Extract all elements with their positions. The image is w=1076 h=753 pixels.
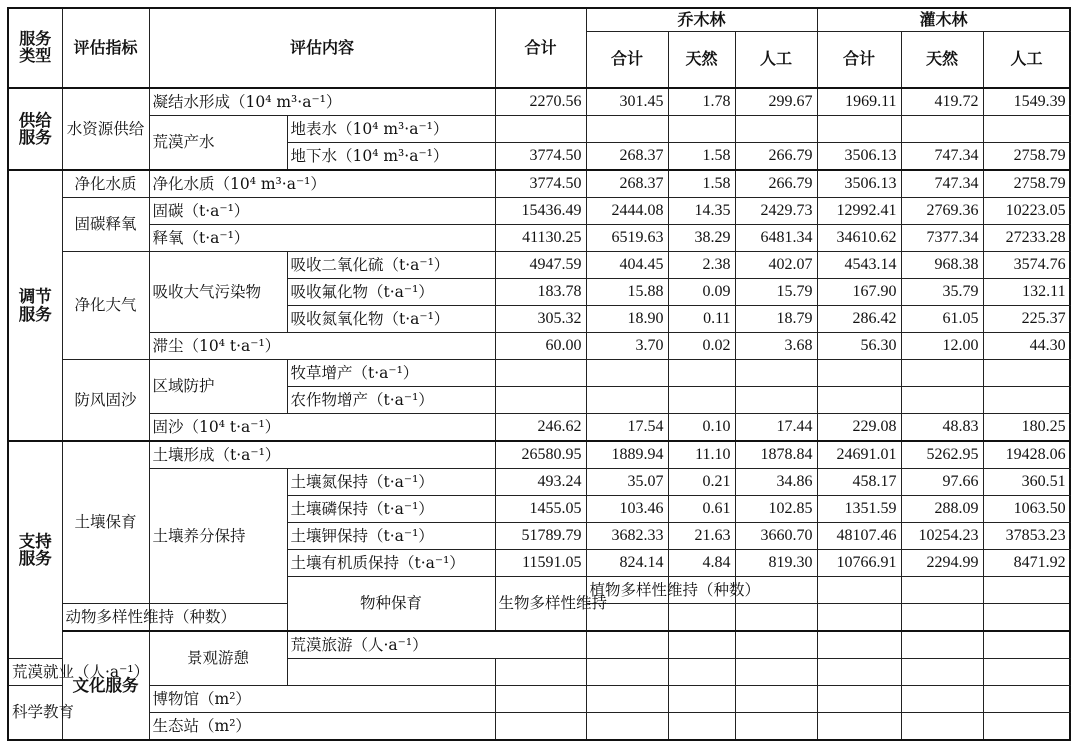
table-row: [8, 469, 1070, 496]
table-row: [8, 631, 1070, 659]
row-label: 动物多样性维持（种数）: [62, 604, 149, 632]
value-cell: [735, 659, 817, 686]
value-cell: 288.09: [901, 496, 983, 523]
value-cell: 1889.94: [586, 441, 668, 469]
value-cell: [287, 659, 495, 686]
header-shrub-total: 合计: [817, 32, 901, 89]
value-cell: [901, 631, 983, 659]
value-cell: [817, 631, 901, 659]
value-cell: [901, 659, 983, 686]
subgroup-region-protect: 区域防护: [149, 360, 287, 414]
value-cell: 48.83: [901, 414, 983, 442]
value-cell: 1351.59: [817, 496, 901, 523]
header-shrub: 灌木林: [817, 8, 1070, 32]
value-cell: 15.88: [586, 279, 668, 306]
value-cell: 102.85: [735, 496, 817, 523]
value-cell: 493.24: [495, 469, 586, 496]
value-cell: [817, 360, 901, 387]
row-label: 吸收氟化物（t·a⁻¹）: [287, 279, 495, 306]
value-cell: 4.84: [668, 550, 735, 577]
value-cell: 35.07: [586, 469, 668, 496]
value-cell: 38.29: [668, 225, 735, 252]
value-cell: 2294.99: [901, 550, 983, 577]
value-cell: 268.37: [586, 143, 668, 171]
value-cell: 3660.70: [735, 523, 817, 550]
row-label: 荒漠就业（人·a⁻¹）: [8, 659, 149, 686]
value-cell: [668, 631, 735, 659]
service-type-culture: 文化服务: [62, 631, 149, 740]
indicator-science: 科学教育: [8, 686, 62, 741]
table-row: [8, 333, 1070, 360]
header-arbor: 乔木林: [586, 8, 817, 32]
service-type-regulate: 调节服务: [8, 170, 62, 441]
table-row: [8, 88, 1070, 116]
value-cell: 35.79: [901, 279, 983, 306]
value-cell: 968.38: [901, 252, 983, 279]
value-cell: 132.11: [983, 279, 1070, 306]
indicator-purify-air: 净化大气: [62, 252, 149, 360]
value-cell: [668, 686, 735, 713]
evaluation-table-container: [7, 7, 1071, 741]
row-label: 吸收氮氧化物（t·a⁻¹）: [287, 306, 495, 333]
row-label: 荒漠旅游（人·a⁻¹）: [287, 631, 586, 659]
value-cell: 0.09: [668, 279, 735, 306]
table-row: [8, 252, 1070, 279]
row-label: 固碳（t·a⁻¹）: [149, 198, 495, 225]
subgroup-absorb-pollutants: 吸收大气污染物: [149, 252, 287, 333]
value-cell: 225.37: [983, 306, 1070, 333]
ecosystem-services-table: [7, 7, 1071, 741]
value-cell: [668, 116, 735, 143]
value-cell: 6519.63: [586, 225, 668, 252]
value-cell: [586, 116, 668, 143]
row-label: 博物馆（m²）: [149, 686, 495, 713]
value-cell: 458.17: [817, 469, 901, 496]
value-cell: 60.00: [495, 333, 586, 360]
value-cell: 34.86: [735, 469, 817, 496]
value-cell: 0.21: [668, 469, 735, 496]
table-row: [8, 116, 1070, 143]
row-label: 固沙（10⁴ t·a⁻¹）: [149, 414, 495, 442]
value-cell: 183.78: [495, 279, 586, 306]
header-row-1: [8, 8, 1070, 32]
value-cell: [983, 360, 1070, 387]
value-cell: [817, 713, 901, 741]
value-cell: 286.42: [817, 306, 901, 333]
row-label: 农作物增产（t·a⁻¹）: [287, 387, 495, 414]
value-cell: 360.51: [983, 469, 1070, 496]
value-cell: 1.78: [668, 88, 735, 116]
indicator-water: 水资源供给: [62, 88, 149, 170]
value-cell: 3574.76: [983, 252, 1070, 279]
row-label: 凝结水形成（10⁴ m³·a⁻¹）: [149, 88, 495, 116]
value-cell: 37853.23: [983, 523, 1070, 550]
value-cell: 1969.11: [817, 88, 901, 116]
indicator-landscape: 景观游憩: [149, 631, 287, 686]
value-cell: 6481.34: [735, 225, 817, 252]
value-cell: 747.34: [901, 143, 983, 171]
value-cell: 266.79: [735, 170, 817, 198]
value-cell: [983, 713, 1070, 741]
table-row: [8, 441, 1070, 469]
value-cell: 1.58: [668, 143, 735, 171]
value-cell: [817, 116, 901, 143]
value-cell: 167.90: [817, 279, 901, 306]
value-cell: [495, 116, 586, 143]
row-label: 生态站（m²）: [149, 713, 495, 741]
value-cell: [817, 659, 901, 686]
value-cell: 246.62: [495, 414, 586, 442]
value-cell: 0.02: [668, 333, 735, 360]
value-cell: [735, 387, 817, 414]
subgroup-desert-water: 荒漠产水: [149, 116, 287, 171]
value-cell: [668, 604, 735, 632]
service-type-supply: 供给服务: [8, 88, 62, 170]
value-cell: [817, 686, 901, 713]
value-cell: 2444.08: [586, 198, 668, 225]
value-cell: [983, 116, 1070, 143]
value-cell: [901, 360, 983, 387]
value-cell: [586, 387, 668, 414]
value-cell: 1549.39: [983, 88, 1070, 116]
row-label: 土壤氮保持（t·a⁻¹）: [287, 469, 495, 496]
value-cell: 8471.92: [983, 550, 1070, 577]
value-cell: [901, 577, 983, 604]
value-cell: [735, 631, 817, 659]
table-row: [8, 686, 1070, 713]
table-row: [8, 225, 1070, 252]
value-cell: 44.30: [983, 333, 1070, 360]
value-cell: [901, 713, 983, 741]
value-cell: 26580.95: [495, 441, 586, 469]
value-cell: 419.72: [901, 88, 983, 116]
value-cell: 3.68: [735, 333, 817, 360]
value-cell: 51789.79: [495, 523, 586, 550]
indicator-soil: 土壤保育: [62, 441, 149, 604]
value-cell: 2270.56: [495, 88, 586, 116]
value-cell: 61.05: [901, 306, 983, 333]
indicator-carbon: 固碳释氧: [62, 198, 149, 252]
value-cell: 299.67: [735, 88, 817, 116]
value-cell: [735, 360, 817, 387]
value-cell: [735, 713, 817, 741]
value-cell: 12.00: [901, 333, 983, 360]
value-cell: 1063.50: [983, 496, 1070, 523]
value-cell: 3506.13: [817, 143, 901, 171]
value-cell: [901, 604, 983, 632]
value-cell: 402.07: [735, 252, 817, 279]
value-cell: 1.58: [668, 170, 735, 198]
value-cell: 10254.23: [901, 523, 983, 550]
value-cell: 404.45: [586, 252, 668, 279]
row-label: 土壤形成（t·a⁻¹）: [149, 441, 495, 469]
value-cell: 2429.73: [735, 198, 817, 225]
value-cell: 11.10: [668, 441, 735, 469]
value-cell: 19428.06: [983, 441, 1070, 469]
indicator-purify-water: 净化水质: [62, 170, 149, 198]
value-cell: [983, 387, 1070, 414]
value-cell: 56.30: [817, 333, 901, 360]
value-cell: 2758.79: [983, 143, 1070, 171]
value-cell: [586, 686, 668, 713]
header-shrub-artificial: 人工: [983, 32, 1070, 89]
value-cell: 0.10: [668, 414, 735, 442]
value-cell: 2769.36: [901, 198, 983, 225]
value-cell: [735, 604, 817, 632]
value-cell: 21.63: [668, 523, 735, 550]
value-cell: 7377.34: [901, 225, 983, 252]
value-cell: 15436.49: [495, 198, 586, 225]
value-cell: [817, 577, 901, 604]
value-cell: 2758.79: [983, 170, 1070, 198]
value-cell: 3506.13: [817, 170, 901, 198]
value-cell: 0.61: [668, 496, 735, 523]
value-cell: [586, 631, 668, 659]
value-cell: 18.79: [735, 306, 817, 333]
value-cell: 824.14: [586, 550, 668, 577]
header-content: 评估内容: [149, 8, 495, 88]
header-shrub-natural: 天然: [901, 32, 983, 89]
value-cell: 1878.84: [735, 441, 817, 469]
row-label: 滞尘（10⁴ t·a⁻¹）: [149, 333, 495, 360]
value-cell: [983, 631, 1070, 659]
header-indicator: 评估指标: [62, 8, 149, 88]
value-cell: 24691.01: [817, 441, 901, 469]
row-label: 地表水（10⁴ m³·a⁻¹）: [287, 116, 495, 143]
value-cell: [983, 577, 1070, 604]
value-cell: 301.45: [586, 88, 668, 116]
value-cell: 819.30: [735, 550, 817, 577]
subgroup-soil-nutrient: 土壤养分保持: [149, 469, 287, 604]
value-cell: 17.54: [586, 414, 668, 442]
service-type-support: 支持服务: [8, 441, 62, 659]
indicator-windbreak: 防风固沙: [62, 360, 149, 442]
value-cell: 48107.46: [817, 523, 901, 550]
row-label: 牧草增产（t·a⁻¹）: [287, 360, 495, 387]
header-arbor-artificial: 人工: [735, 32, 817, 89]
value-cell: 3682.33: [586, 523, 668, 550]
value-cell: [586, 713, 668, 741]
table-row: [8, 414, 1070, 442]
value-cell: [668, 713, 735, 741]
value-cell: [668, 387, 735, 414]
table-row: [8, 170, 1070, 198]
value-cell: 14.35: [668, 198, 735, 225]
header-total: 合计: [495, 8, 586, 88]
value-cell: [495, 360, 586, 387]
value-cell: [495, 686, 586, 713]
value-cell: 103.46: [586, 496, 668, 523]
value-cell: 97.66: [901, 469, 983, 496]
row-label: 净化水质（10⁴ m³·a⁻¹）: [149, 170, 495, 198]
row-label: 地下水（10⁴ m³·a⁻¹）: [287, 143, 495, 171]
value-cell: 11591.05: [495, 550, 586, 577]
value-cell: 4543.14: [817, 252, 901, 279]
indicator-species: 物种保育: [287, 577, 495, 632]
value-cell: [817, 387, 901, 414]
table-row: [8, 360, 1070, 387]
subgroup-biodiversity: 生物多样性维持: [495, 577, 586, 632]
value-cell: [586, 360, 668, 387]
value-cell: [735, 116, 817, 143]
value-cell: 268.37: [586, 170, 668, 198]
value-cell: 180.25: [983, 414, 1070, 442]
value-cell: 5262.95: [901, 441, 983, 469]
value-cell: 10223.05: [983, 198, 1070, 225]
value-cell: [983, 686, 1070, 713]
header-arbor-total: 合计: [586, 32, 668, 89]
value-cell: [668, 360, 735, 387]
value-cell: 2.38: [668, 252, 735, 279]
value-cell: 17.44: [735, 414, 817, 442]
value-cell: [817, 604, 901, 632]
value-cell: 3774.50: [495, 170, 586, 198]
value-cell: [983, 604, 1070, 632]
value-cell: 18.90: [586, 306, 668, 333]
row-label: 土壤钾保持（t·a⁻¹）: [287, 523, 495, 550]
row-label: 吸收二氧化硫（t·a⁻¹）: [287, 252, 495, 279]
value-cell: 1455.05: [495, 496, 586, 523]
value-cell: 27233.28: [983, 225, 1070, 252]
row-label: 植物多样性维持（种数）: [586, 577, 668, 604]
row-label: 土壤磷保持（t·a⁻¹）: [287, 496, 495, 523]
table-row: [8, 713, 1070, 741]
value-cell: 3.70: [586, 333, 668, 360]
value-cell: [901, 387, 983, 414]
value-cell: 747.34: [901, 170, 983, 198]
value-cell: 12992.41: [817, 198, 901, 225]
value-cell: 4947.59: [495, 252, 586, 279]
row-label: 释氧（t·a⁻¹）: [149, 225, 495, 252]
value-cell: [495, 659, 586, 686]
value-cell: 305.32: [495, 306, 586, 333]
value-cell: 266.79: [735, 143, 817, 171]
value-cell: [735, 686, 817, 713]
header-arbor-natural: 天然: [668, 32, 735, 89]
header-service-type: 服务类型: [8, 8, 62, 88]
table-row: [8, 198, 1070, 225]
value-cell: 229.08: [817, 414, 901, 442]
value-cell: [668, 659, 735, 686]
value-cell: 41130.25: [495, 225, 586, 252]
value-cell: [586, 659, 668, 686]
value-cell: [495, 387, 586, 414]
value-cell: 0.11: [668, 306, 735, 333]
value-cell: 3774.50: [495, 143, 586, 171]
value-cell: [901, 686, 983, 713]
value-cell: 34610.62: [817, 225, 901, 252]
value-cell: 15.79: [735, 279, 817, 306]
value-cell: [495, 713, 586, 741]
value-cell: 10766.91: [817, 550, 901, 577]
row-label: 土壤有机质保持（t·a⁻¹）: [287, 550, 495, 577]
value-cell: [901, 116, 983, 143]
